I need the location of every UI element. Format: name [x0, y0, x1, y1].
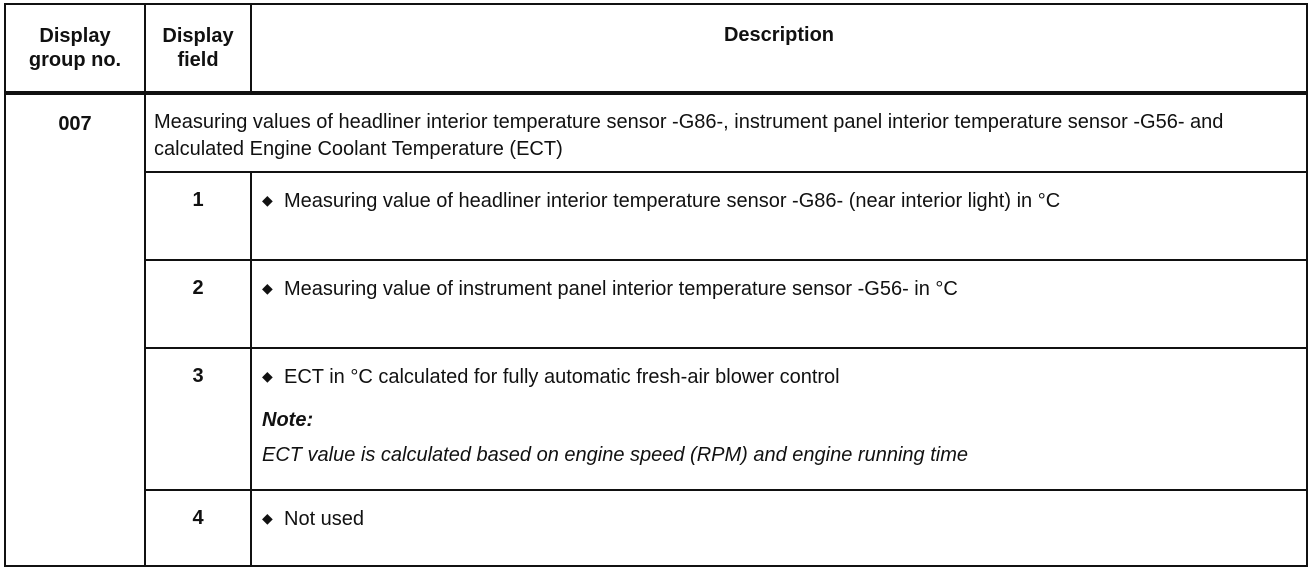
bullet-item: [262, 505, 1294, 533]
field-number-cell: [145, 172, 251, 260]
bullet-text: Not used: [284, 508, 365, 530]
field-number-cell: [145, 490, 251, 566]
bullet-text: ECT in °C calculated for fully automatic fresh-air blower control: [284, 366, 840, 388]
header-row: [5, 4, 1307, 93]
group-intro-cell: [145, 93, 1307, 172]
bullet-item: [262, 187, 1294, 215]
table-row: [5, 172, 1307, 260]
diamond-bullet-icon: ◆: [262, 368, 273, 384]
field-number: 4: [192, 507, 204, 529]
field-description-cell: [251, 172, 1307, 260]
field-number: 2: [192, 277, 204, 299]
bullet-item: [262, 363, 1294, 391]
header-display-field-label: Display field: [162, 25, 234, 71]
diamond-bullet-icon: ◆: [262, 192, 273, 208]
field-number: 3: [192, 365, 204, 387]
table-row: [5, 490, 1307, 566]
group-intro-row: [5, 93, 1307, 172]
bullet-text: Measuring value of headliner interior temperature sensor -G86- (near interior light) in °C: [284, 190, 1061, 212]
group-intro-text: Measuring values of headliner interior temperature sensor -G86-, instrument panel interior temperature sensor -G56- and calculated Engine Coolant Temperature (ECT): [154, 111, 1224, 160]
group-number-cell: [5, 93, 145, 566]
note-title: Note:: [262, 409, 314, 431]
header-description: [251, 4, 1307, 93]
field-number: 1: [192, 189, 204, 211]
diamond-bullet-icon: ◆: [262, 280, 273, 296]
field-description-cell: [251, 490, 1307, 566]
bullet-item: [262, 275, 1294, 303]
note-text: ECT value is calculated based on engine speed (RPM) and engine running time: [262, 444, 968, 466]
header-display-field: [145, 4, 251, 93]
header-description-label: Description: [723, 24, 835, 46]
bullet-text: Measuring value of instrument panel interior temperature sensor -G56- in °C: [284, 278, 958, 300]
field-number-cell: [145, 260, 251, 348]
header-display-group-label: Display group no.: [28, 25, 122, 71]
field-description-cell: [251, 348, 1307, 490]
field-number-cell: [145, 348, 251, 490]
diamond-bullet-icon: ◆: [262, 510, 273, 526]
measuring-value-table: [4, 3, 1308, 567]
table-row: [5, 260, 1307, 348]
field-description-cell: [251, 260, 1307, 348]
group-number: 007: [58, 113, 92, 135]
table-row: [5, 348, 1307, 490]
header-display-group-no: [5, 4, 145, 93]
